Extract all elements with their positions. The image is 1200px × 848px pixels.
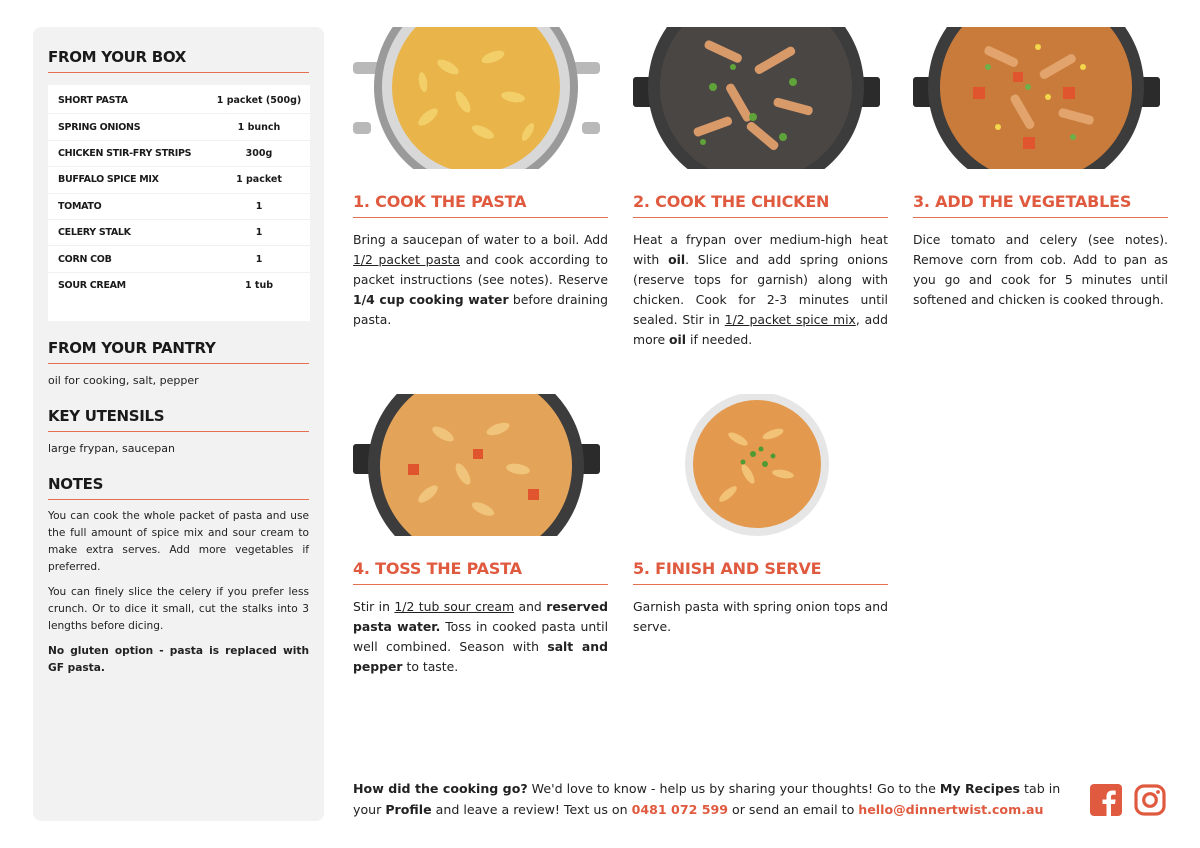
ingredient-row bbox=[48, 88, 310, 114]
ingredient-name: SPRING ONIONS bbox=[58, 121, 141, 133]
ingredient-qty: 1 packet (500g) bbox=[216, 95, 302, 107]
step-1-title: 1. COOK THE PASTA bbox=[353, 192, 608, 218]
facebook-icon[interactable] bbox=[1090, 784, 1122, 816]
step-5-title: 5. FINISH AND SERVE bbox=[633, 559, 888, 585]
step-1-text: Bring a saucepan of water to a boil. Add 1/2 packet pasta and cook according to packet instructions (see notes). Reserve 1/4 cup cooking water before draining pasta. bbox=[353, 232, 609, 327]
social-links bbox=[1090, 784, 1166, 816]
ingredient-name: CELERY STALK bbox=[58, 227, 131, 239]
pantry-heading: FROM YOUR PANTRY bbox=[48, 339, 309, 364]
step-3-text: Dice tomato and celery (see notes). Remove corn from cob. Add to pan as you go and cook for 5 minutes until softened and chicken is cooked through. bbox=[913, 232, 1168, 307]
ingredient-row bbox=[48, 246, 310, 272]
step-2-photo bbox=[633, 27, 880, 169]
notes-heading: NOTES bbox=[48, 475, 309, 500]
ingredient-name: CORN COB bbox=[58, 253, 112, 265]
from-your-box-heading: FROM YOUR BOX bbox=[48, 48, 309, 73]
step-3 bbox=[913, 27, 1168, 310]
ingredient-qty: 1 bbox=[255, 227, 263, 239]
ingredient-row bbox=[48, 141, 310, 167]
note-paragraph: You can cook the whole packet of pasta and use the full amount of spice mix and sour cream to make extra serves. Add more vegetables if preferred. bbox=[48, 510, 309, 573]
step-5 bbox=[633, 394, 888, 637]
pantry-text: oil for cooking, salt, pepper bbox=[48, 374, 199, 387]
ingredient-qty: 1 bunch bbox=[237, 121, 281, 133]
ingredient-row bbox=[48, 114, 310, 140]
ingredient-name: TOMATO bbox=[58, 200, 102, 212]
ingredient-row bbox=[48, 194, 310, 220]
step-2 bbox=[633, 27, 888, 350]
notes-section bbox=[48, 475, 309, 677]
email-link[interactable]: hello@dinnertwist.com.au bbox=[858, 802, 1044, 817]
plated-pasta-image bbox=[633, 394, 880, 536]
ingredient-qty: 300g bbox=[245, 147, 273, 159]
step-4-title: 4. TOSS THE PASTA bbox=[353, 559, 608, 585]
step-5-text: Garnish pasta with spring onion tops and serve. bbox=[633, 599, 888, 634]
ingredients-table bbox=[48, 85, 310, 321]
saucepan-pasta-image bbox=[353, 27, 600, 169]
step-4-photo bbox=[353, 394, 600, 536]
step-2-text: Heat a frypan over medium-high heat with oil. Slice and add spring onions (reserve tops for garnish) along with chicken. Cook for 2-3 minutes until sealed. Stir in 1/2 packet spice mix, add more oil if needed. bbox=[633, 232, 888, 347]
instagram-icon[interactable] bbox=[1134, 784, 1166, 816]
utensils-text: large frypan, saucepan bbox=[48, 442, 175, 455]
step-2-title: 2. COOK THE CHICKEN bbox=[633, 192, 888, 218]
step-1 bbox=[353, 27, 608, 330]
ingredient-qty: 1 bbox=[255, 200, 263, 212]
step-1-photo bbox=[353, 27, 600, 169]
utensils-section bbox=[48, 407, 309, 457]
frypan-chicken-image bbox=[633, 27, 880, 169]
frypan-pasta-toss-image bbox=[353, 394, 600, 536]
sidebar bbox=[33, 27, 324, 821]
ingredient-row bbox=[48, 167, 310, 193]
ingredient-name: SHORT PASTA bbox=[58, 95, 128, 107]
ingredient-qty: 1 tub bbox=[244, 280, 274, 292]
ingredient-name: SOUR CREAM bbox=[58, 280, 126, 292]
ingredient-name: BUFFALO SPICE MIX bbox=[58, 174, 159, 186]
note-paragraph: You can finely slice the celery if you prefer less crunch. Or to dice it small, cut the stalks into 3 lengths before dicing. bbox=[48, 586, 309, 632]
frypan-vegetables-image bbox=[913, 27, 1160, 169]
step-5-photo bbox=[633, 394, 880, 536]
step-4 bbox=[353, 394, 608, 677]
ingredient-name: CHICKEN STIR-FRY STRIPS bbox=[58, 147, 192, 159]
step-4-text: Stir in 1/2 tub sour cream and reserved pasta water. Toss in cooked pasta until well combined. Season with salt and pepper to taste. bbox=[353, 599, 609, 674]
step-3-photo bbox=[913, 27, 1160, 169]
ingredient-row bbox=[48, 220, 310, 246]
step-3-title: 3. ADD THE VEGETABLES bbox=[913, 192, 1168, 218]
ingredient-qty: 1 bbox=[255, 253, 263, 265]
ingredient-qty: 1 packet bbox=[236, 174, 282, 186]
pantry-section bbox=[48, 339, 309, 389]
feedback-footer: How did the cooking go? We'd love to know - help us by sharing your thoughts! Go to the My Recipes tab in your Profile and leave a review! Text us on 0481 072 599 or send an email to hello@dinnertwist.com.au bbox=[353, 781, 1061, 817]
phone-link[interactable]: 0481 072 599 bbox=[631, 802, 729, 817]
ingredient-row bbox=[48, 273, 310, 299]
note-paragraph: No gluten option - pasta is replaced with GF pasta. bbox=[48, 645, 309, 674]
utensils-heading: KEY UTENSILS bbox=[48, 407, 309, 432]
